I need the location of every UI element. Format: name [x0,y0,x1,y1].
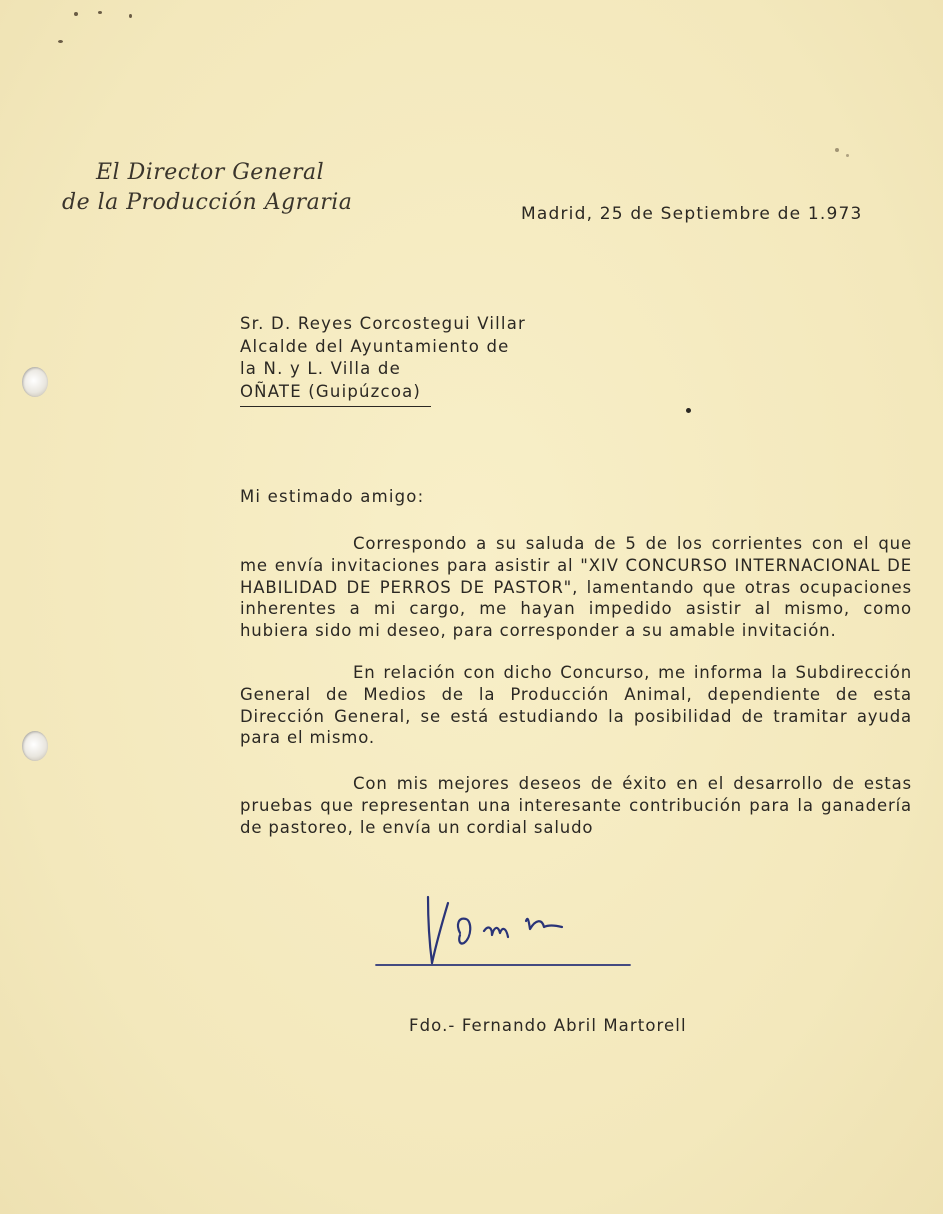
paper-speck [846,154,849,157]
letterhead-line-1: El Director General [96,160,325,185]
ink-dot [686,408,691,413]
paper-speck [129,14,132,18]
letterhead-line-2: de la Producción Agraria [62,190,353,215]
handwritten-signature [368,885,638,975]
recipient-address [240,313,526,407]
punch-hole-lower [22,731,48,761]
recipient-line-2: Alcalde del Ayuntamiento de [240,336,510,356]
body-paragraph-2: En relación con dicho Concurso, me informa la Subdirección General de Medios de la Producción Animal, dependiente de esta Dirección General, se está estudiando la posibilidad de tramitar ayuda para el mismo. [240,663,912,748]
body-paragraph-1: Correspondo a su saluda de 5 de los corrientes con el que me envía invitaciones para asistir al "XIV CONCURSO INTERNACIONAL DE HABILIDAD DE PERROS DE PASTOR", lamentando que otras ocupaciones inherentes a mi cargo, me hayan impedido asistir al mismo, como hubiera sido mi deseo, para corresponder a su amable invitación. [240,534,912,641]
punch-hole-upper [22,367,48,397]
paper-speck [74,12,78,16]
recipient-line-4: OÑATE (Guipúzcoa) [240,381,431,408]
paper-speck [98,11,102,14]
salutation: Mi estimado amigo: [240,487,425,506]
recipient-line-3: la N. y L. Villa de [240,359,401,378]
signature-strokes [376,897,630,965]
paper-speck [58,40,63,43]
recipient-line-1: Sr. D. Reyes Corcostegui Villar [240,314,527,333]
signed-name: Fdo.- Fernando Abril Martorell [409,1016,687,1035]
paper-speck [835,148,839,152]
letter-date: Madrid, 25 de Septiembre de 1.973 [521,204,863,224]
body-paragraph-3: Con mis mejores deseos de éxito en el desarrollo de estas pruebas que representan una interesante contribución para la ganadería de pastoreo, le envía un cordial saludo [240,774,912,837]
letterhead [62,158,352,218]
